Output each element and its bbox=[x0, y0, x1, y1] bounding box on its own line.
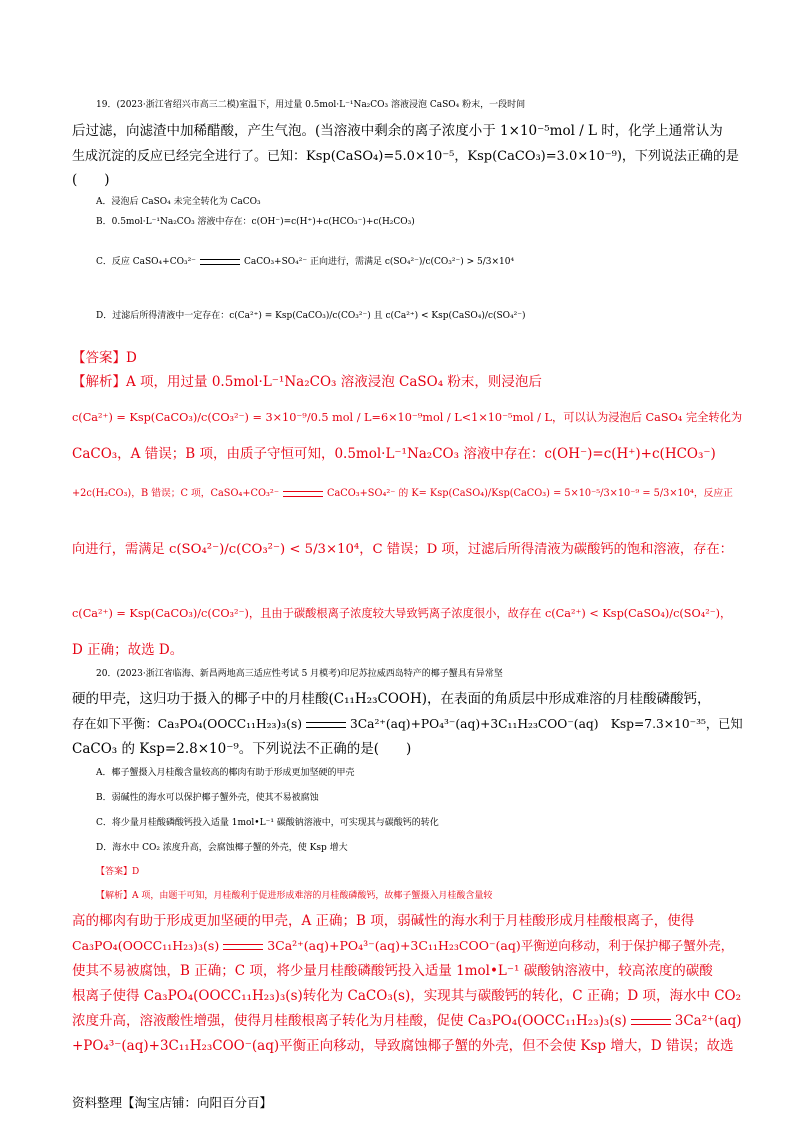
q20-explanation-line6 bbox=[72, 1011, 744, 1031]
q20-option-c: C．将少量月桂酸磷酸钙投入适量 1mol•L⁻¹ 碳酸钠溶液中，可实现其与碳酸钙的转化 bbox=[96, 818, 439, 828]
q20-explanation-line3-right: 3Ca²⁺(aq)+PO₄³⁻(aq)+3C₁₁H₂₃COO⁻(aq)平衡逆向移动，利于保护椰子蟹外壳， bbox=[267, 938, 734, 953]
q20-explanation-line5: 根离子使得 Ca₃PO₄(OOCC₁₁H₂₃)₃(s)转化为 CaCO₃(s)，实现其与碳酸钙的转化，C 正确；D 项，海水中 CO₂ bbox=[72, 988, 742, 1004]
q19-answer: 【答案】D bbox=[72, 350, 137, 366]
q19-stem-line1: 19．(2023·浙江省绍兴市高三二模)室温下，用过量 0.5mol·L⁻¹Na₂CO₃ 溶液浸泡 CaSO₄ 粉末，一段时间 bbox=[96, 100, 526, 110]
q19-option-b: B．0.5mol·L⁻¹Na₂CO₃ 溶液中存在：c(OH⁻)=c(H⁺)+c(HCO₃⁻)+c(H₂CO₃) bbox=[96, 217, 415, 227]
q20-explanation-line4: 使其不易被腐蚀，B 正确；C 项，将少量月桂酸磷酸钙投入适量 1mol•L⁻¹ 碳酸钠溶液中，较高浓度的碳酸 bbox=[72, 963, 713, 979]
q20-option-d: D．海水中 CO₂ 浓度升高，会腐蚀椰子蟹的外壳，使 Ksp 增大 bbox=[96, 843, 348, 853]
q19-option-c-left: C．反应 CaSO₄+CO₃²⁻ bbox=[96, 257, 196, 267]
q19-option-c bbox=[96, 252, 768, 272]
q19-explanation-line1: 【解析】A 项，用过量 0.5mol·L⁻¹Na₂CO₃ 溶液浸泡 CaSO₄ 粉末，则浸泡后 bbox=[72, 374, 542, 390]
equilibrium-arrow-icon bbox=[283, 489, 323, 499]
q20-answer: 【答案】D bbox=[96, 867, 140, 877]
q20-stem-line3-right: 3Ca²⁺(aq)+PO₄³⁻(aq)+3C₁₁H₂₃COO⁻(aq) Ksp=7.3×10⁻³⁵，已知 bbox=[350, 717, 743, 731]
q19-explanation-line6: c(Ca²⁺) = Ksp(CaCO₃)/c(CO₃²⁻)，且由于碳酸根离子浓度较大导致钙离子浓度很小，故存在 c(Ca²⁺) < Ksp(CaSO₄)/c(SO₄²⁻)， bbox=[72, 607, 732, 620]
q19-explanation-line4-right: CaCO₃+SO₄²⁻ 的 K= Ksp(CaSO₄)/Ksp(CaCO₃) = 5×10⁻⁵/3×10⁻⁹ = 5/3×10⁴，反应正 bbox=[326, 488, 733, 499]
q19-explanation-line7: D 正确；故选 D。 bbox=[72, 642, 184, 658]
equilibrium-arrow-icon bbox=[200, 257, 240, 267]
q20-explanation-line2: 高的椰肉有助于形成更加坚硬的甲壳，A 正确；B 项，弱碱性的海水利于月桂酸形成月桂酸根离子，使得 bbox=[72, 913, 695, 929]
q20-explanation-line3 bbox=[72, 936, 744, 956]
q19-option-c-right: CaCO₃+SO₄²⁻ 正向进行，需满足 c(SO₄²⁻)/c(CO₃²⁻) > 5/3×10⁴ bbox=[243, 257, 515, 267]
q20-explanation-line6-right: 3Ca²⁺(aq) bbox=[674, 1013, 742, 1029]
q20-option-a: A．椰子蟹摄入月桂酸含量较高的椰肉有助于形成更加坚硬的甲壳 bbox=[96, 768, 355, 778]
q19-explanation-line5: 向进行，需满足 c(SO₄²⁻)/c(CO₃²⁻) < 5/3×10⁴，C 错误；D 项，过滤后所得清液为碳酸钙的饱和溶液，存在： bbox=[72, 542, 733, 557]
q19-stem-line4: ( ) bbox=[72, 172, 110, 188]
q19-explanation-line2: c(Ca²⁺) = Ksp(CaCO₃)/c(CO₃²⁻) = 3×10⁻⁹/0.5 mol / L=6×10⁻⁹mol / L<1×10⁻⁵mol / L，可以认为浸泡后 CaSO₄ 完全转化为 bbox=[72, 411, 743, 424]
equilibrium-arrow-icon bbox=[631, 1017, 671, 1027]
q20-stem-line4: CaCO₃ 的 Ksp=2.8×10⁻⁹。下列说法不正确的是( ) bbox=[72, 741, 412, 757]
q19-option-d: D．过滤后所得清液中一定存在：c(Ca²⁺) = Ksp(CaCO₃)/c(CO₃²⁻) 且 c(Ca²⁺) < Ksp(CaSO₄)/c(SO₄²⁻) bbox=[96, 311, 526, 321]
equilibrium-arrow-icon bbox=[306, 720, 346, 730]
page-footer: 资料整理【淘宝店铺：向阳百分百】 bbox=[72, 1095, 273, 1110]
q20-stem-line3-left: 存在如下平衡：Ca₃PO₄(OOCC₁₁H₂₃)₃(s) bbox=[72, 717, 303, 731]
q19-explanation-line4 bbox=[72, 484, 744, 504]
q20-option-b: B．弱碱性的海水可以保护椰子蟹外壳，使其不易被腐蚀 bbox=[96, 793, 319, 803]
q19-stem-line2: 后过滤，向滤渣中加稀醋酸，产生气泡。(当溶液中剩余的离子浓度小于 1×10⁻⁵mol / L 时，化学上通常认为 bbox=[72, 123, 723, 139]
q20-explanation-line7: +PO₄³⁻(aq)+3C₁₁H₂₃COO⁻(aq)平衡正向移动，导致腐蚀椰子蟹的外壳，但不会使 Ksp 增大，D 错误；故选 bbox=[72, 1038, 734, 1054]
q19-option-a: A．浸泡后 CaSO₄ 未完全转化为 CaCO₃ bbox=[96, 197, 261, 207]
q19-stem-line3: 生成沉淀的反应已经完全进行了。已知：Ksp(CaSO₄)=5.0×10⁻⁵，Ksp(CaCO₃)=3.0×10⁻⁹)，下列说法正确的是 bbox=[72, 149, 739, 164]
q20-explanation-line3-left: Ca₃PO₄(OOCC₁₁H₂₃)₃(s) bbox=[72, 938, 220, 953]
q20-explanation-line1: 【解析】A 项，由题干可知，月桂酸利于促进形成难溶的月桂酸磷酸钙，故椰子蟹摄入月桂酸含量较 bbox=[96, 891, 493, 901]
q20-explanation-line6-left: 浓度升高，溶液酸性增强，使得月桂酸根离子转化为月桂酸，促使 Ca₃PO₄(OOCC₁₁H₂₃)₃(s) bbox=[72, 1013, 627, 1029]
q20-stem-line3 bbox=[72, 714, 744, 734]
q20-stem-line1: 20．(2023·浙江省临海、新昌两地高三适应性考试 5 月模考)印尼苏拉威西岛特产的椰子蟹具有异常坚 bbox=[96, 669, 503, 679]
q19-explanation-line3: CaCO₃，A 错误；B 项，由质子守恒可知，0.5mol·L⁻¹Na₂CO₃ 溶液中存在：c(OH⁻)=c(H⁺)+c(HCO₃⁻) bbox=[72, 446, 716, 462]
q19-explanation-line4-left: +2c(H₂CO₃)，B 错误；C 项，CaSO₄+CO₃²⁻ bbox=[72, 488, 279, 499]
q20-stem-line2: 硬的甲壳，这归功于摄入的椰子中的月桂酸(C₁₁H₂₃COOH)，在表面的角质层中形成难溶的月桂酸磷酸钙， bbox=[72, 691, 711, 707]
equilibrium-arrow-icon bbox=[223, 942, 263, 952]
